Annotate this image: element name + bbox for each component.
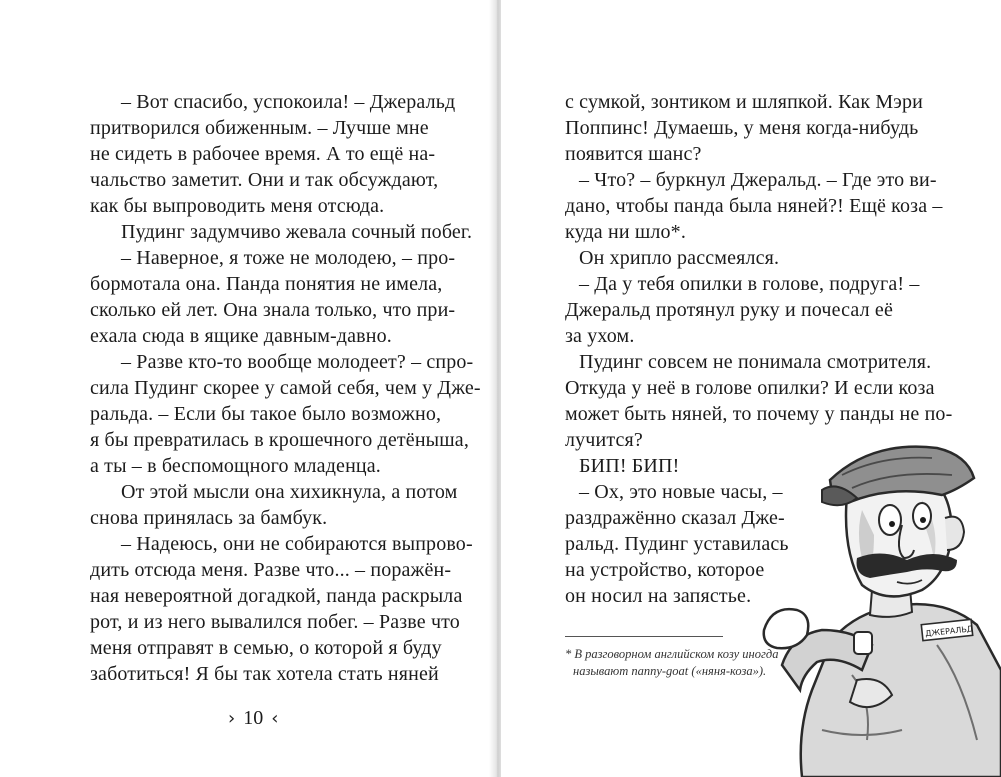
text-line: лучится? xyxy=(565,429,643,451)
page-number-right-glyph: ‹ xyxy=(271,708,279,729)
text-line: чальство заметит. Они и так обсуждают, xyxy=(90,169,439,191)
text-line: с сумкой, зонтиком и шляпкой. Как Мэри xyxy=(565,91,924,113)
text-line: я бы превратилась в крошечного детёныша, xyxy=(90,429,469,451)
name-badge-text: ДЖЕРАЛЬД xyxy=(924,624,974,639)
text-line: ехала сюда в ящике давным-давно. xyxy=(90,325,392,347)
text-line: Он хрипло рассмеялся. xyxy=(579,247,780,269)
zookeeper-gerald-illustration xyxy=(762,440,1001,777)
text-line: БИП! БИП! xyxy=(579,455,680,477)
page-number-value: 10 xyxy=(243,707,264,729)
text-line: он носил на запястье. xyxy=(565,585,752,607)
illustration-eye xyxy=(913,503,931,529)
text-line: дано, чтобы панда была няней?! Ещё коза – xyxy=(565,195,943,217)
text-line: – Наверное, я тоже не молодею, – про- xyxy=(121,247,456,269)
text-line: Пудинг совсем не понимала смотрителя. xyxy=(579,351,932,373)
text-line: ральда. – Если бы такое было возможно, xyxy=(90,403,442,425)
text-line: притворился обиженным. – Лучше мне xyxy=(90,117,429,139)
text-line: Поппинс! Думаешь, у меня когда-нибудь xyxy=(565,117,919,139)
text-line: меня отправят в семью, о которой я буду xyxy=(90,637,442,659)
text-line: – Ох, это новые часы, – xyxy=(579,481,783,503)
text-line: От этой мысли она хихикнула, а потом xyxy=(121,481,458,503)
text-line: ная невероятной догадкой, панда раскрыла xyxy=(90,585,463,607)
text-line: – Вот спасибо, успокоила! – Джеральд xyxy=(121,91,456,113)
text-line: – Что? – буркнул Джеральд. – Где это ви- xyxy=(579,169,937,191)
text-line: не сидеть в рабочее время. А то ещё на- xyxy=(90,143,436,165)
text-line: рот, и из него вывалился побег. – Разве что xyxy=(90,611,460,633)
text-line: за ухом. xyxy=(565,325,635,347)
footnote-line: называют nanny-goat («няня-коза»). xyxy=(573,664,767,678)
text-line: а ты – в беспомощного младенца. xyxy=(90,455,381,477)
text-line: Откуда у неё в голове опилки? И если коза xyxy=(565,377,935,399)
text-line: заботиться! Я бы так хотела стать няней xyxy=(90,663,439,685)
left-page xyxy=(0,0,495,777)
illustration-eye xyxy=(879,505,901,535)
footnote-divider xyxy=(565,636,723,637)
text-line: Джеральд протянул руку и почесал её xyxy=(565,299,893,321)
text-line: бормотала она. Панда понятия не имела, xyxy=(90,273,443,295)
text-line: – Разве кто-то вообще молодеет? – спро- xyxy=(121,351,474,373)
illustration-watch xyxy=(854,632,872,654)
page-number-left-glyph: › xyxy=(228,708,236,729)
text-line: раздражённо сказал Дже- xyxy=(565,507,785,529)
text-line: на устройство, которое xyxy=(565,559,765,581)
page-number xyxy=(228,705,278,732)
text-line: – Да у тебя опилки в голове, подруга! – xyxy=(579,273,920,295)
text-line: ральд. Пудинг уставилась xyxy=(565,533,789,555)
footnote-line: * В разговорном английском козу иногда xyxy=(565,647,779,661)
text-line: дить отсюда меня. Разве что... – поражён- xyxy=(90,559,452,581)
text-line: – Надеюсь, они не собираются выпрово- xyxy=(121,533,473,555)
text-line: как бы выпроводить меня отсюда. xyxy=(90,195,385,217)
text-line: сила Пудинг скорее у самой себя, чем у Дже- xyxy=(90,377,481,399)
text-line: куда ни шло*. xyxy=(565,221,686,243)
text-line: Пудинг задумчиво жевала сочный побег. xyxy=(121,221,473,243)
text-line: появится шанс? xyxy=(565,143,702,165)
text-line: снова принялась за бамбук. xyxy=(90,507,328,529)
text-line: сколько ей лет. Она знала только, что при- xyxy=(90,299,456,321)
text-line: может быть няней, то почему у панды не по- xyxy=(565,403,953,425)
